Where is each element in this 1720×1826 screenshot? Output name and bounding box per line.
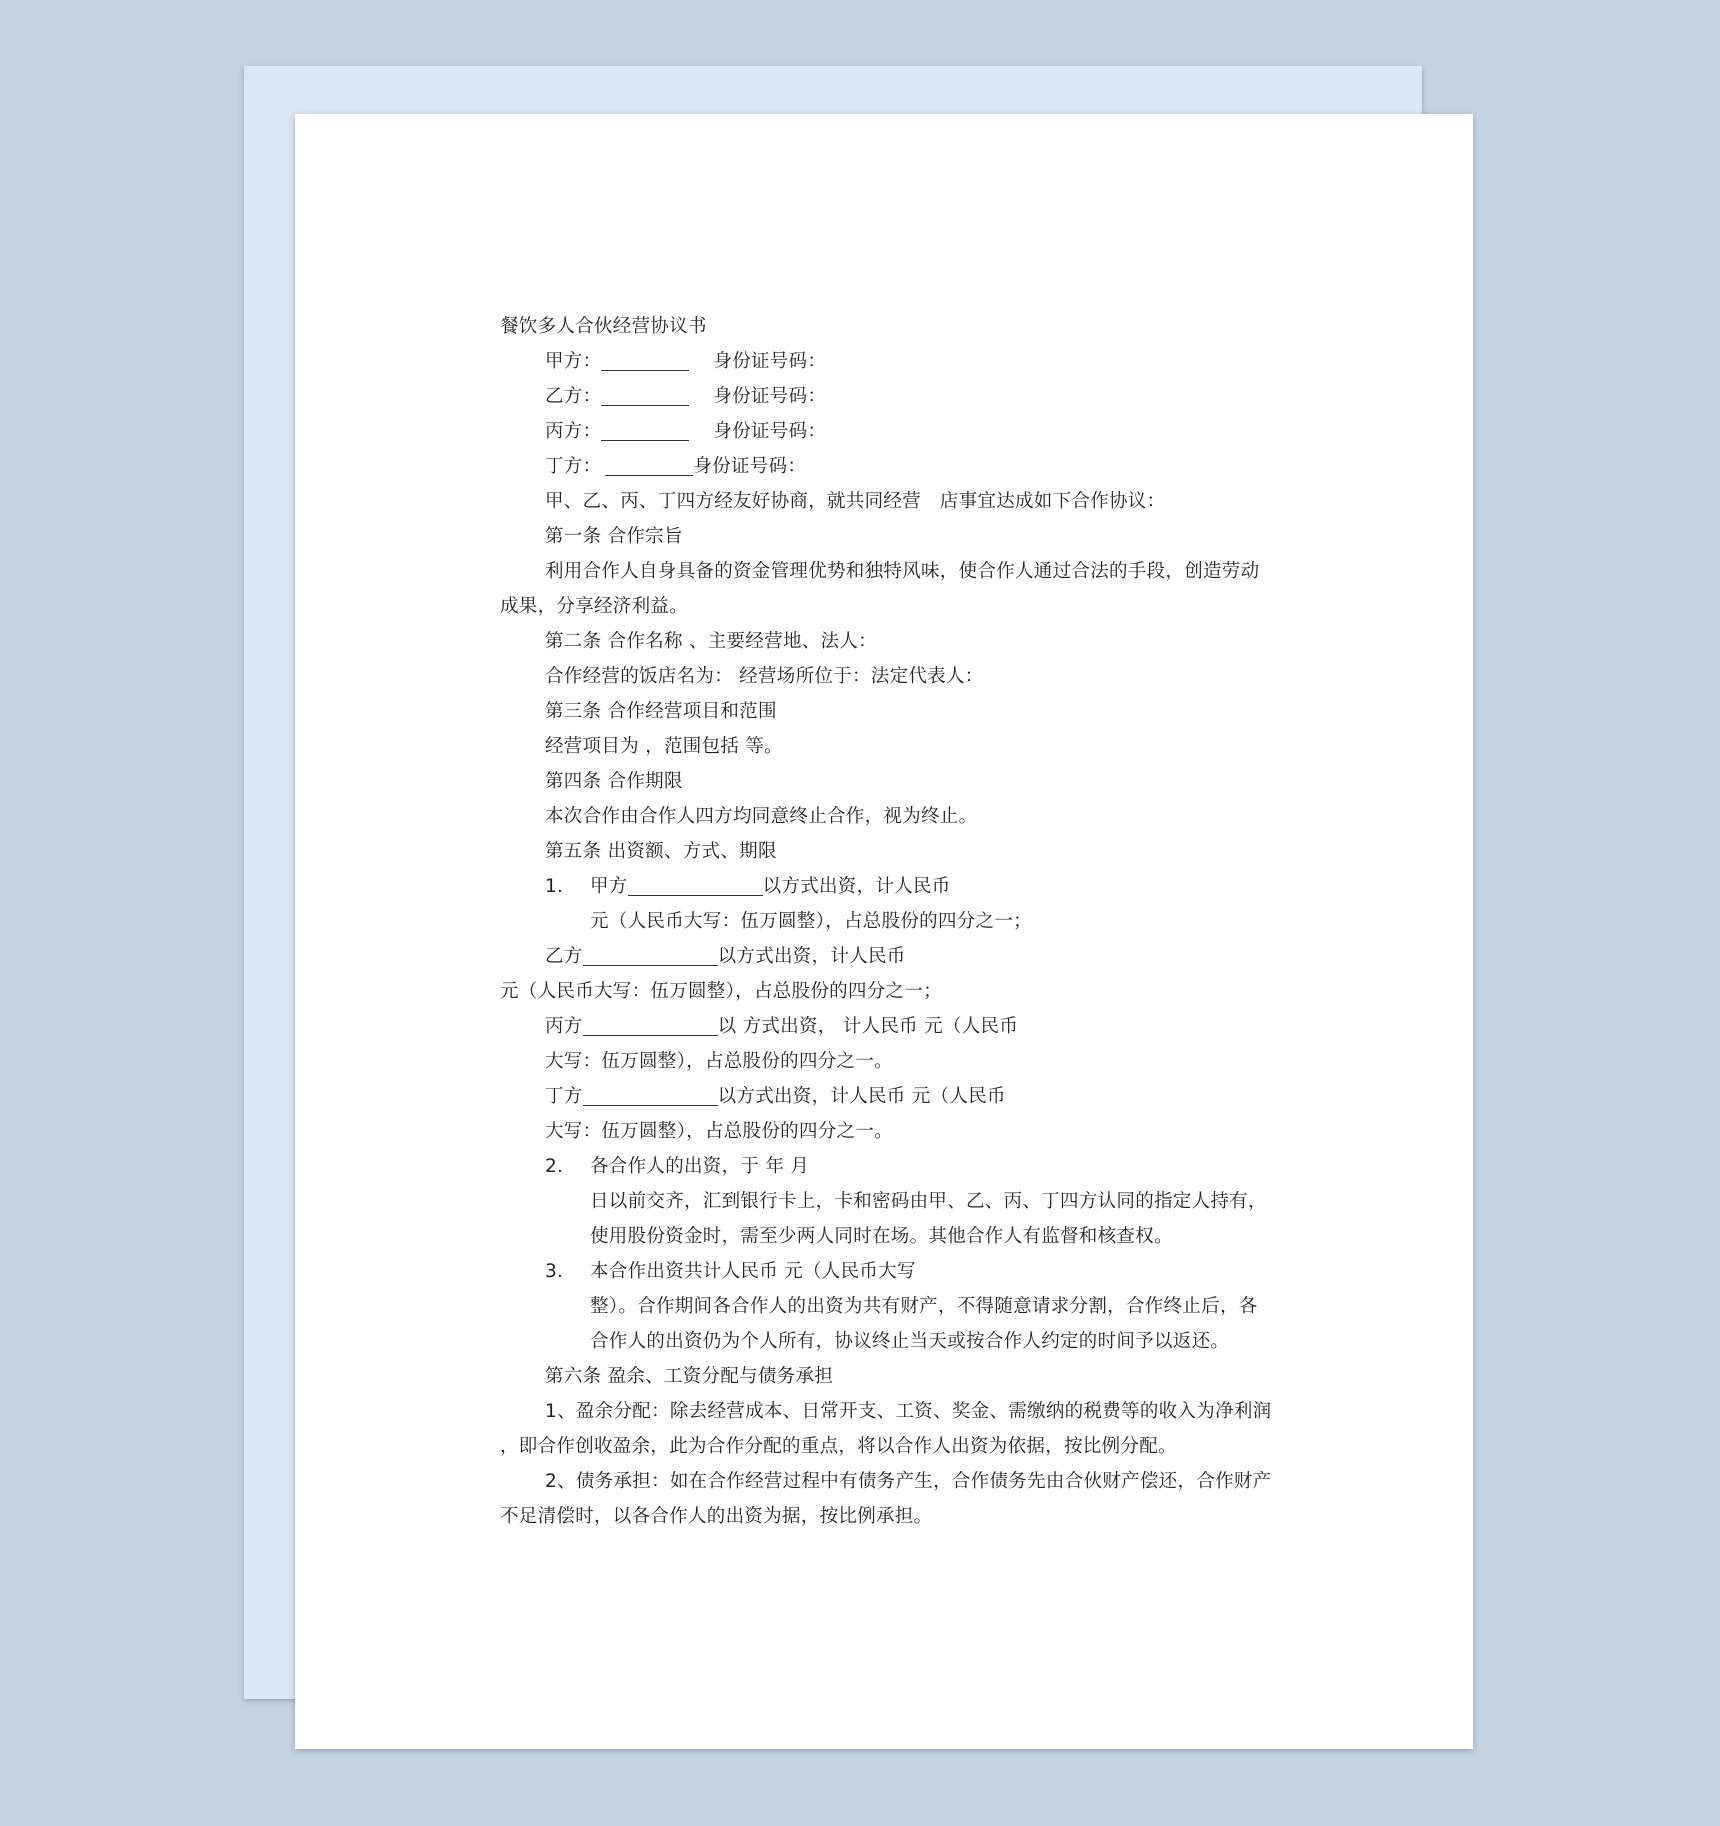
article-2-title: 第二条 合作名称 、主要经营地、法人： <box>545 631 877 652</box>
article-5-title: 第五条 出资额、方式、期限 <box>545 841 777 862</box>
party-jia <box>500 344 1280 379</box>
clause-number: 2． <box>545 1156 576 1177</box>
article-6-item-2-cont: 不足清偿时，以各合作人的出资为据，按比例承担。 <box>500 1506 933 1527</box>
clause-number: 1． <box>545 876 576 897</box>
party-name: 丁方： <box>545 456 602 477</box>
article-2-body: 合作经营的饭店名为： 经营场所位于：法定代表人： <box>545 666 984 687</box>
article-1-body-cont: 成果，分享经济利益。 <box>500 596 689 617</box>
blank-line <box>583 1013 718 1036</box>
id-label: 身份证号码： <box>693 456 807 477</box>
blank-line <box>601 383 689 406</box>
article-3-title: 第三条 合作经营项目和范围 <box>545 701 777 722</box>
clause-3-cont-1: 整）。合作期间各合作人的出资为共有财产，不得随意请求分割，合作终止后，各 <box>590 1296 1258 1317</box>
blank-line <box>628 873 763 896</box>
clause-text: 以方式出资，计人民币 <box>717 946 906 967</box>
clause-1-jia-cont: 元（人民币大写：伍万圆整），占总股份的四分之一； <box>590 911 1032 932</box>
party-name: 乙方： <box>545 386 602 407</box>
clause-text: 以 方式出资， 计人民币 元（人民币 <box>717 1016 1019 1037</box>
party-text: 甲方 <box>590 876 628 897</box>
party-text: 丁方 <box>545 1086 583 1107</box>
id-label: 身份证号码： <box>713 351 827 372</box>
party-text: 丙方 <box>545 1016 583 1037</box>
article-1-body: 利用合作人自身具备的资金管理优势和独特风味，使合作人通过合法的手段，创造劳动 <box>545 561 1260 582</box>
party-yi <box>500 379 1280 414</box>
clause-text: 以方式出资，计人民币 元（人民币 <box>717 1086 1006 1107</box>
clause-text: 各合作人的出资，于 年 月 <box>590 1156 810 1177</box>
clause-1-jia <box>500 869 1280 904</box>
article-4-body: 本次合作由合作人四方均同意终止合作，视为终止。 <box>545 806 978 827</box>
clause-2 <box>500 1149 1280 1184</box>
document-body <box>500 309 1280 1534</box>
blank-line <box>583 943 718 966</box>
clause-1-ding-cont: 大写：伍万圆整），占总股份的四分之一。 <box>545 1121 893 1142</box>
clause-1-yi-cont: 元（人民币大写：伍万圆整），占总股份的四分之一； <box>500 981 942 1002</box>
article-6-item-1-cont: ，即合作创收盈余，此为合作分配的重点，将以合作人出资为依据，按比例分配。 <box>500 1436 1177 1457</box>
article-6-title: 第六条 盈余、工资分配与债务承担 <box>545 1366 834 1387</box>
id-label: 身份证号码： <box>713 386 827 407</box>
clause-3 <box>500 1254 1280 1289</box>
doc-title: 餐饮多人合伙经营协议书 <box>500 316 707 337</box>
blank-line <box>601 348 689 371</box>
clause-3-cont-2: 合作人的出资仍为个人所有，协议终止当天或按合作人约定的时间予以返还。 <box>590 1331 1230 1352</box>
id-label: 身份证号码： <box>713 421 827 442</box>
article-1-title: 第一条 合作宗旨 <box>545 526 683 547</box>
party-text: 乙方 <box>545 946 583 967</box>
clause-2-cont-1: 日以前交齐，汇到银行卡上，卡和密码由甲、乙、丙、丁四方认同的指定人持有， <box>590 1191 1267 1212</box>
blank-line <box>605 453 693 476</box>
clause-2-cont-2: 使用股份资金时，需至少两人同时在场。其他合作人有监督和核查权。 <box>590 1226 1173 1247</box>
clause-1-yi <box>500 939 1280 974</box>
party-ding <box>500 449 1280 484</box>
clause-1-bing <box>500 1009 1280 1044</box>
blank-line <box>583 1083 718 1106</box>
clause-1-ding <box>500 1079 1280 1114</box>
article-4-title: 第四条 合作期限 <box>545 771 683 792</box>
intro-paragraph: 甲、乙、丙、丁四方经友好协商，就共同经营 店事宜达成如下合作协议： <box>545 491 1166 512</box>
clause-1-bing-cont: 大写：伍万圆整），占总股份的四分之一。 <box>545 1051 893 1072</box>
clause-number: 3． <box>545 1261 576 1282</box>
party-bing <box>500 414 1280 449</box>
party-name: 丙方： <box>545 421 602 442</box>
article-3-body: 经营项目为 ，范围包括 等。 <box>545 736 783 757</box>
party-name: 甲方： <box>545 351 602 372</box>
clause-text: 以方式出资，计人民币 <box>762 876 951 897</box>
clause-text: 本合作出资共计人民币 元（人民币大写 <box>590 1261 916 1282</box>
blank-line <box>601 418 689 441</box>
article-6-item-1: 1、盈余分配：除去经营成本、日常开支、工资、奖金、需缴纳的税费等的收入为净利润 <box>545 1401 1272 1422</box>
article-6-item-2: 2、债务承担：如在合作经营过程中有债务产生，合作债务先由合伙财产偿还，合作财产 <box>545 1471 1272 1492</box>
